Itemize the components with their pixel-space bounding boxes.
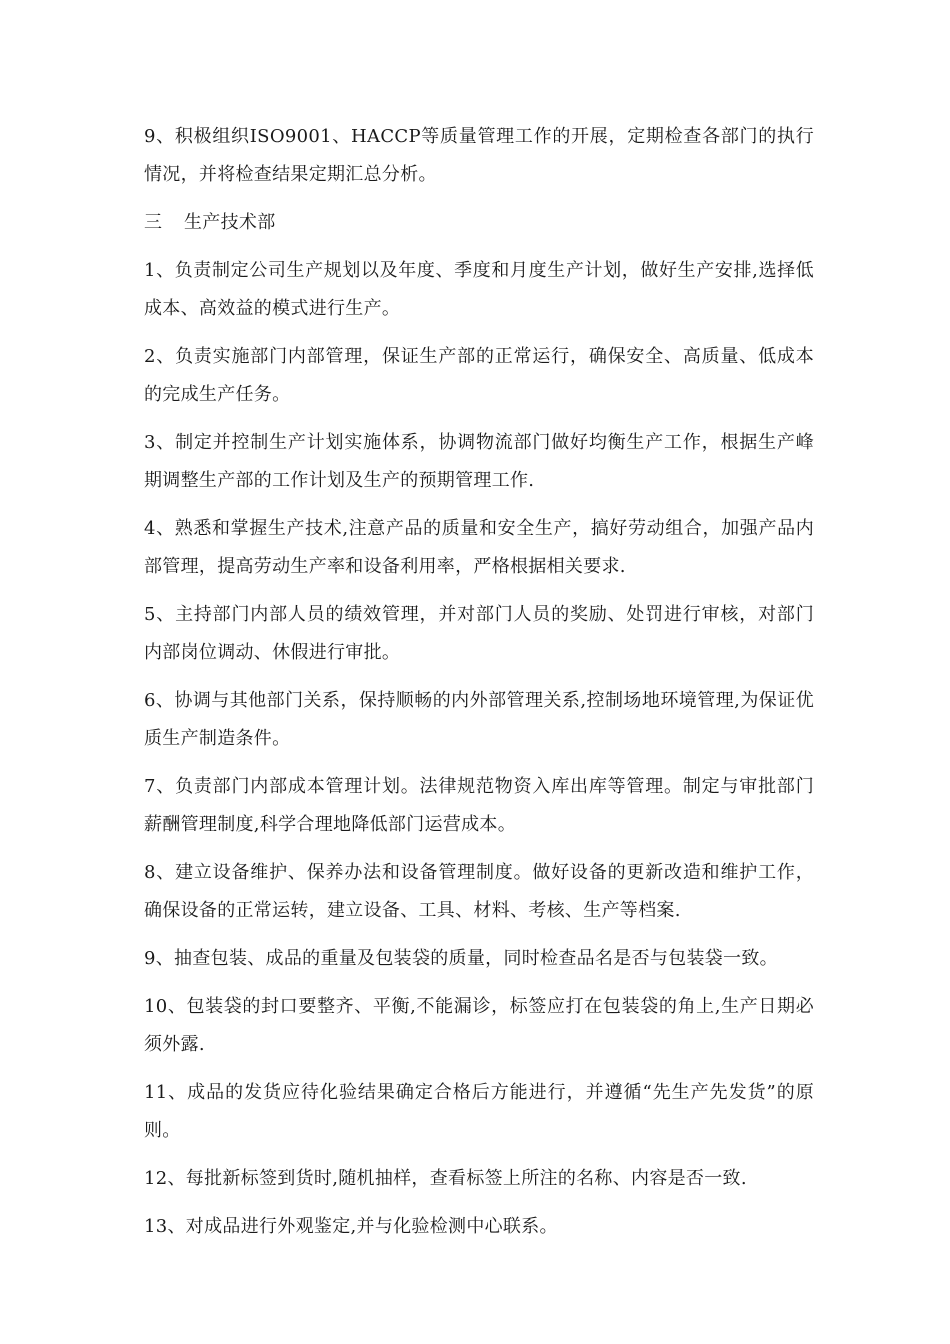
paragraph-item-13: 13、对成品进行外观鉴定,并与化验检测中心联系。: [144, 1216, 558, 1237]
paragraph-item-2: 2、负责实施部门内部管理，保证生产部的正常运行，确保安全、高质量、低成本的完成生产任务。: [144, 346, 814, 405]
paragraph-item-1: 1、负责制定公司生产规划以及年度、季度和月度生产计划，做好生产安排,选择低成本、高效益的模式进行生产。: [144, 260, 814, 319]
paragraph-item-5: 5、主持部门内部人员的绩效管理，并对部门人员的奖励、处罚进行审核，对部门内部岗位调动、休假进行审批。: [144, 604, 814, 663]
section-heading: [144, 204, 814, 242]
document-body: [144, 118, 814, 1256]
paragraph-item-3: 3、制定并控制生产计划实施体系，协调物流部门做好均衡生产工作，根据生产峰期调整生产部的工作计划及生产的预期管理工作.: [144, 432, 814, 491]
section-title: 生产技术部: [184, 212, 276, 233]
paragraph-item-10: 10、包装袋的封口要整齐、平衡,不能漏诊，标签应打在包装袋的角上,生产日期必须外露.: [144, 996, 814, 1055]
paragraph-item-11: 11、成品的发货应待化验结果确定合格后方能进行，并遵循“先生产先发货”的原则。: [144, 1082, 814, 1141]
paragraph-item-8: 8、建立设备维护、保养办法和设备管理制度。做好设备的更新改造和维护工作，确保设备的正常运转，建立设备、工具、材料、考核、生产等档案.: [144, 862, 814, 921]
paragraph-item-9: 9、抽查包装、成品的重量及包装袋的质量，同时检查品名是否与包装袋一致。: [144, 948, 778, 969]
paragraph-item-7: 7、负责部门内部成本管理计划。法律规范物资入库出库等管理。制定与审批部门薪酬管理制度,科学合理地降低部门运营成本。: [144, 776, 814, 835]
paragraph-item-12: 12、每批新标签到货时,随机抽样，查看标签上所注的名称、内容是否一致.: [144, 1168, 747, 1189]
paragraph-item-9-quality: 9、积极组织ISO9001、HACCP等质量管理工作的开展，定期检查各部门的执行情况，并将检查结果定期汇总分析。: [144, 126, 814, 185]
paragraph-item-4: 4、熟悉和掌握生产技术,注意产品的质量和安全生产，搞好劳动组合，加强产品内部管理，提高劳动生产率和设备利用率，严格根据相关要求.: [144, 518, 814, 577]
section-number: 三: [144, 212, 163, 233]
paragraph-item-6: 6、协调与其他部门关系，保持顺畅的内外部管理关系,控制场地环境管理,为保证优质生产制造条件。: [144, 690, 814, 749]
